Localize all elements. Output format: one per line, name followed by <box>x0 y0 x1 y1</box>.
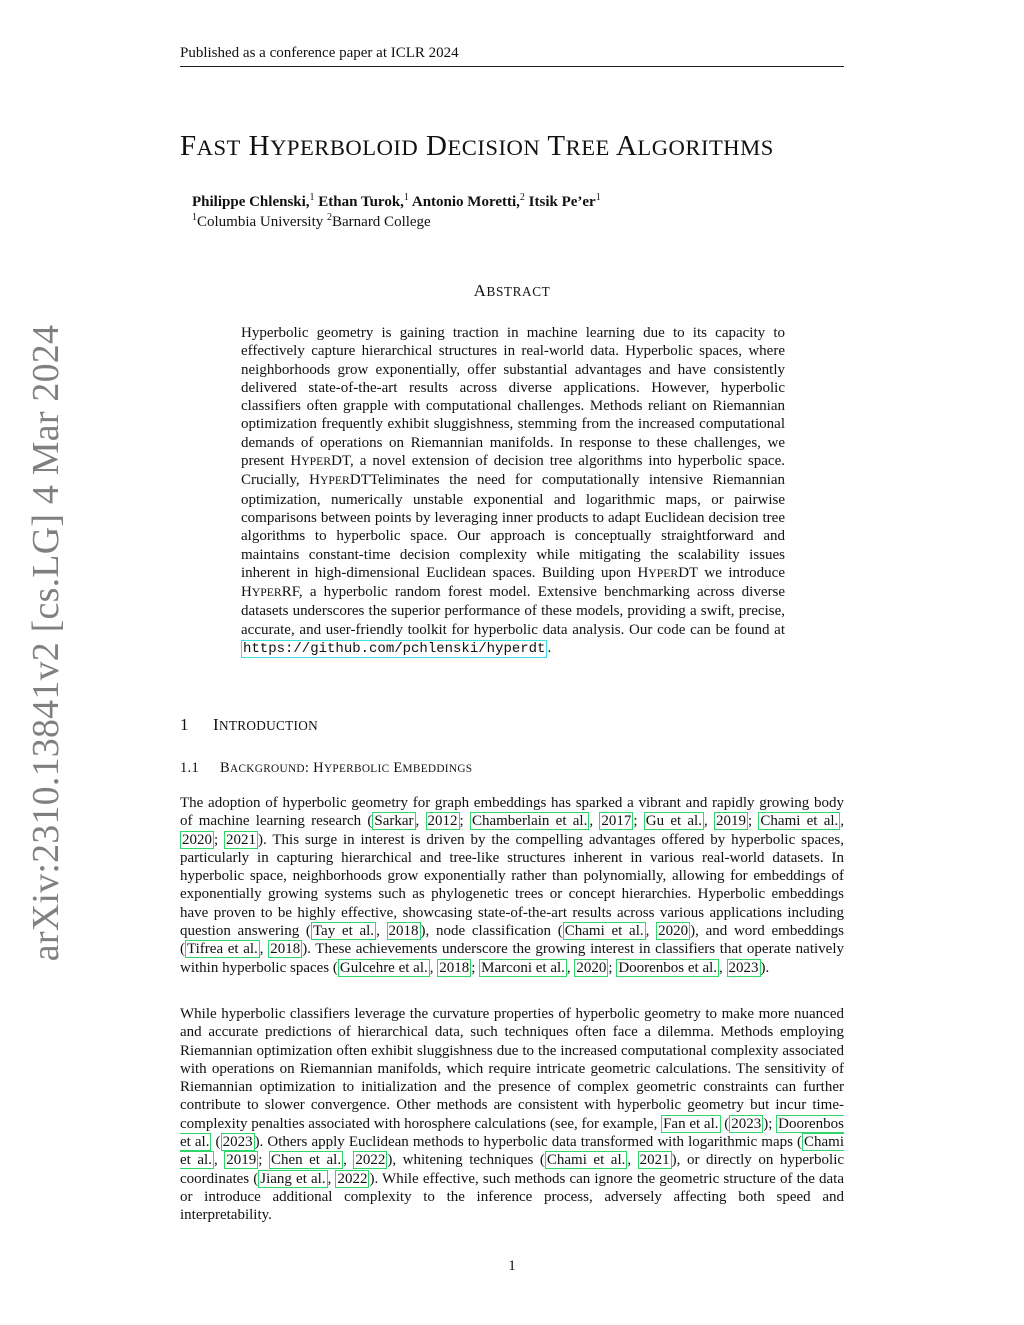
citation-link[interactable]: 2020 <box>658 923 689 940</box>
body-paragraph-1: The adoption of hyperbolic geometry for graph embeddings has sparked a vibrant and rapidly growing body of machine learning research ( Sarkar , 2012 ; Chamberlain et al. , 2017 ; Gu et al. , 2019 ; Chami et al. , 2020 ; 2021 ). This surge in interest is driven by the compelling advantages offered by hyperbolic spaces, particularly in capturing hierarchical and tree-like structures inherent in various real-world datasets. In hyperbolic space, neighborhoods grow exponentially rather than polynomially, allowing for embeddings of exponentially growing systems such as phylogenetic trees or concept hierarchies. Hyperbolic embeddings have proven to be highly effective, showcasing state-of-the-art results across various applications including question answering ( Tay et al. , 2018 ), node classification ( Chami et al. , 2020 ), and word embeddings ( Tifrea et al. , 2018 ). These achievements underscore the growing interest in classifiers that operate natively within hyperbolic spaces ( Gulcehre et al. , 2018 ; Marconi et al. , 2020 ; Doorenbos et al. , 2023 ). <box>180 795 845 976</box>
citation-link[interactable]: Chamberlain et al. <box>471 813 588 830</box>
affiliation: Columbia University <box>197 214 324 230</box>
citation-link[interactable]: 2023 <box>222 1134 253 1151</box>
citation-link[interactable]: 2019 <box>226 1152 257 1169</box>
citation-link[interactable]: 2018 <box>388 923 419 940</box>
citation-link[interactable]: Chami et al. <box>564 923 644 940</box>
citation-link[interactable]: 2020 <box>182 831 212 848</box>
citation-link[interactable]: 2018 <box>439 959 470 976</box>
citation-link[interactable]: Chami et al. <box>760 813 839 830</box>
citation-link[interactable]: 2023 <box>728 959 759 976</box>
citation-link[interactable]: Gulcehre et al. <box>339 959 428 976</box>
citation-link[interactable]: 2018 <box>270 941 301 958</box>
abstract-text: Hyperbolic geometry is gaining traction in machine learning due to its capacity to effectively capture hierarchical structures in real-world data. Hyperbolic spaces, where neighborhoods grow exponentially, offer substantial advantages and have consistently delivered state-of-the-art results across diverse applications. However, hyperbolic classifiers often grapple with computational challenges. Methods reliant on Riemannian optimization frequently exhibit sluggishness, stemming from the increased computational demands of operations on Riemannian manifolds. In response to these challenges, we present HYPERDT, a novel extension of decision tree algorithms into hyperbolic space. Crucially, HYPERDTTeliminates the need for computationally intensive Riemannian optimization, numerically unstable exponential and logarithmic maps, or pairwise comparisons between points by leveraging inner products to adapt Euclidean decision tree algorithms to hyperbolic space. Our approach is conceptually straightforward and maintains constant-time decision complexity while mitigating the scalability issues inherent in high-dimensional Euclidean spaces. Building upon HYPERDT we introduce HYPERRF, a hyperbolic random forest model. Extensive benchmarking across diverse datasets underscores the superior performance of these models, providing a swift, precise, accurate, and user-friendly toolkit for hyperbolic data analysis. Our code can be found at https://github.com/pchlenski/hyperdt . <box>241 325 786 658</box>
author-name: Philippe Chlenski, <box>192 194 310 210</box>
citation-link[interactable]: 2021 <box>226 831 257 848</box>
citation-link[interactable]: 2012 <box>427 813 458 830</box>
citation-link[interactable]: Chami et al. <box>546 1152 626 1169</box>
section-heading-introduction: 1 INTRODUCTION <box>180 715 318 734</box>
code-url-link[interactable]: https://github.com/pchlenski/hyperdt <box>243 641 546 658</box>
body-paragraph-2: While hyperbolic classifiers leverage the curvature properties of hyperbolic geometry to make more nuanced and accurate predictions of hierarchical data, such techniques often face a dilemma. Methods employing Riemannian optimization often exhibit sluggishness due to the increased computational complexity associated with operations on Riemannian manifolds, which require intricate geometric calculations. The sensitivity of Riemannian optimization to initialization and the presence of complex geometric constraints can further contribute to slower convergence. Other methods are consistent with hyperbolic geometry but incur time-complexity penalties associated with horosphere calculations (see, for example, Fan et al. ( 2023 ); Doorenbos et al. ( 2023 ). Others apply Euclidean methods to hyperbolic data transformed with logarithmic maps ( Chami et al. , 2019 ; Chen et al. , 2022 ), whitening techniques ( Chami et al. , 2021 ), or directly on hyperbolic coordinates ( Jiang et al. , 2022 ). While effective, such methods can ignore the geometric structure of the data or introduce additional complexity to the inference process, adversely affecting both speed and interpretability. <box>180 1006 845 1224</box>
abstract-heading: ABSTRACT <box>473 281 551 300</box>
arxiv-id: arXiv:2310.13841v2 [cs.LG] 4 Mar 2024 <box>25 324 67 961</box>
paper-title: FAST HYPERBOLOID DECISION TREE ALGORITHMS <box>180 130 774 162</box>
citation-link[interactable]: Chami et al. <box>180 1134 845 1169</box>
affiliation: Barnard College <box>332 214 431 230</box>
affiliations: $^1$Columbia University $^2$Barnard College <box>192 212 431 230</box>
page-number: 1 <box>508 1258 516 1274</box>
citation-link[interactable]: Marconi et al. <box>481 959 565 976</box>
citation-link[interactable]: 2023 <box>731 1115 762 1132</box>
author-list: Philippe Chlenski,$^1$ Ethan Turok,$^1$ Antonio Moretti,$^2$ Itsik $Pe’er^1$ <box>192 192 601 210</box>
author-name: Antonio Moretti, <box>411 194 520 210</box>
citation-link[interactable]: Tay et al. <box>312 923 375 940</box>
citation-link[interactable]: 2021 <box>639 1152 670 1169</box>
subsection-heading-background: 1.1 BACKGROUND: HYPERBOLIC EMBEDDINGS <box>180 760 473 776</box>
citation-link[interactable]: 2017 <box>601 813 632 830</box>
citation-link[interactable]: Fan et al. <box>663 1115 719 1132</box>
citation-link[interactable]: Doorenbos et al. <box>618 959 718 976</box>
citation-link[interactable]: 2022 <box>355 1152 386 1169</box>
citation-link[interactable]: Jiang et al. <box>260 1170 326 1187</box>
citation-link[interactable]: 2022 <box>337 1170 368 1187</box>
author-name: Ethan Turok, <box>318 194 404 210</box>
citation-link[interactable]: Doorenbos et al. <box>180 1115 844 1151</box>
citation-link[interactable]: Gu et al. <box>645 813 702 830</box>
arxiv-stamp <box>22 324 70 961</box>
running-header: Published as a conference paper at ICLR 2024 <box>180 44 844 67</box>
citation-link[interactable]: Chen et al. <box>270 1152 342 1169</box>
citation-link[interactable]: Sarkar <box>374 813 414 830</box>
author-name: Itsik Pe’er <box>528 194 596 210</box>
citation-link[interactable]: 2020 <box>576 959 607 976</box>
citation-link[interactable]: 2019 <box>715 813 746 830</box>
citation-link[interactable]: Tifrea et al. <box>187 941 258 958</box>
